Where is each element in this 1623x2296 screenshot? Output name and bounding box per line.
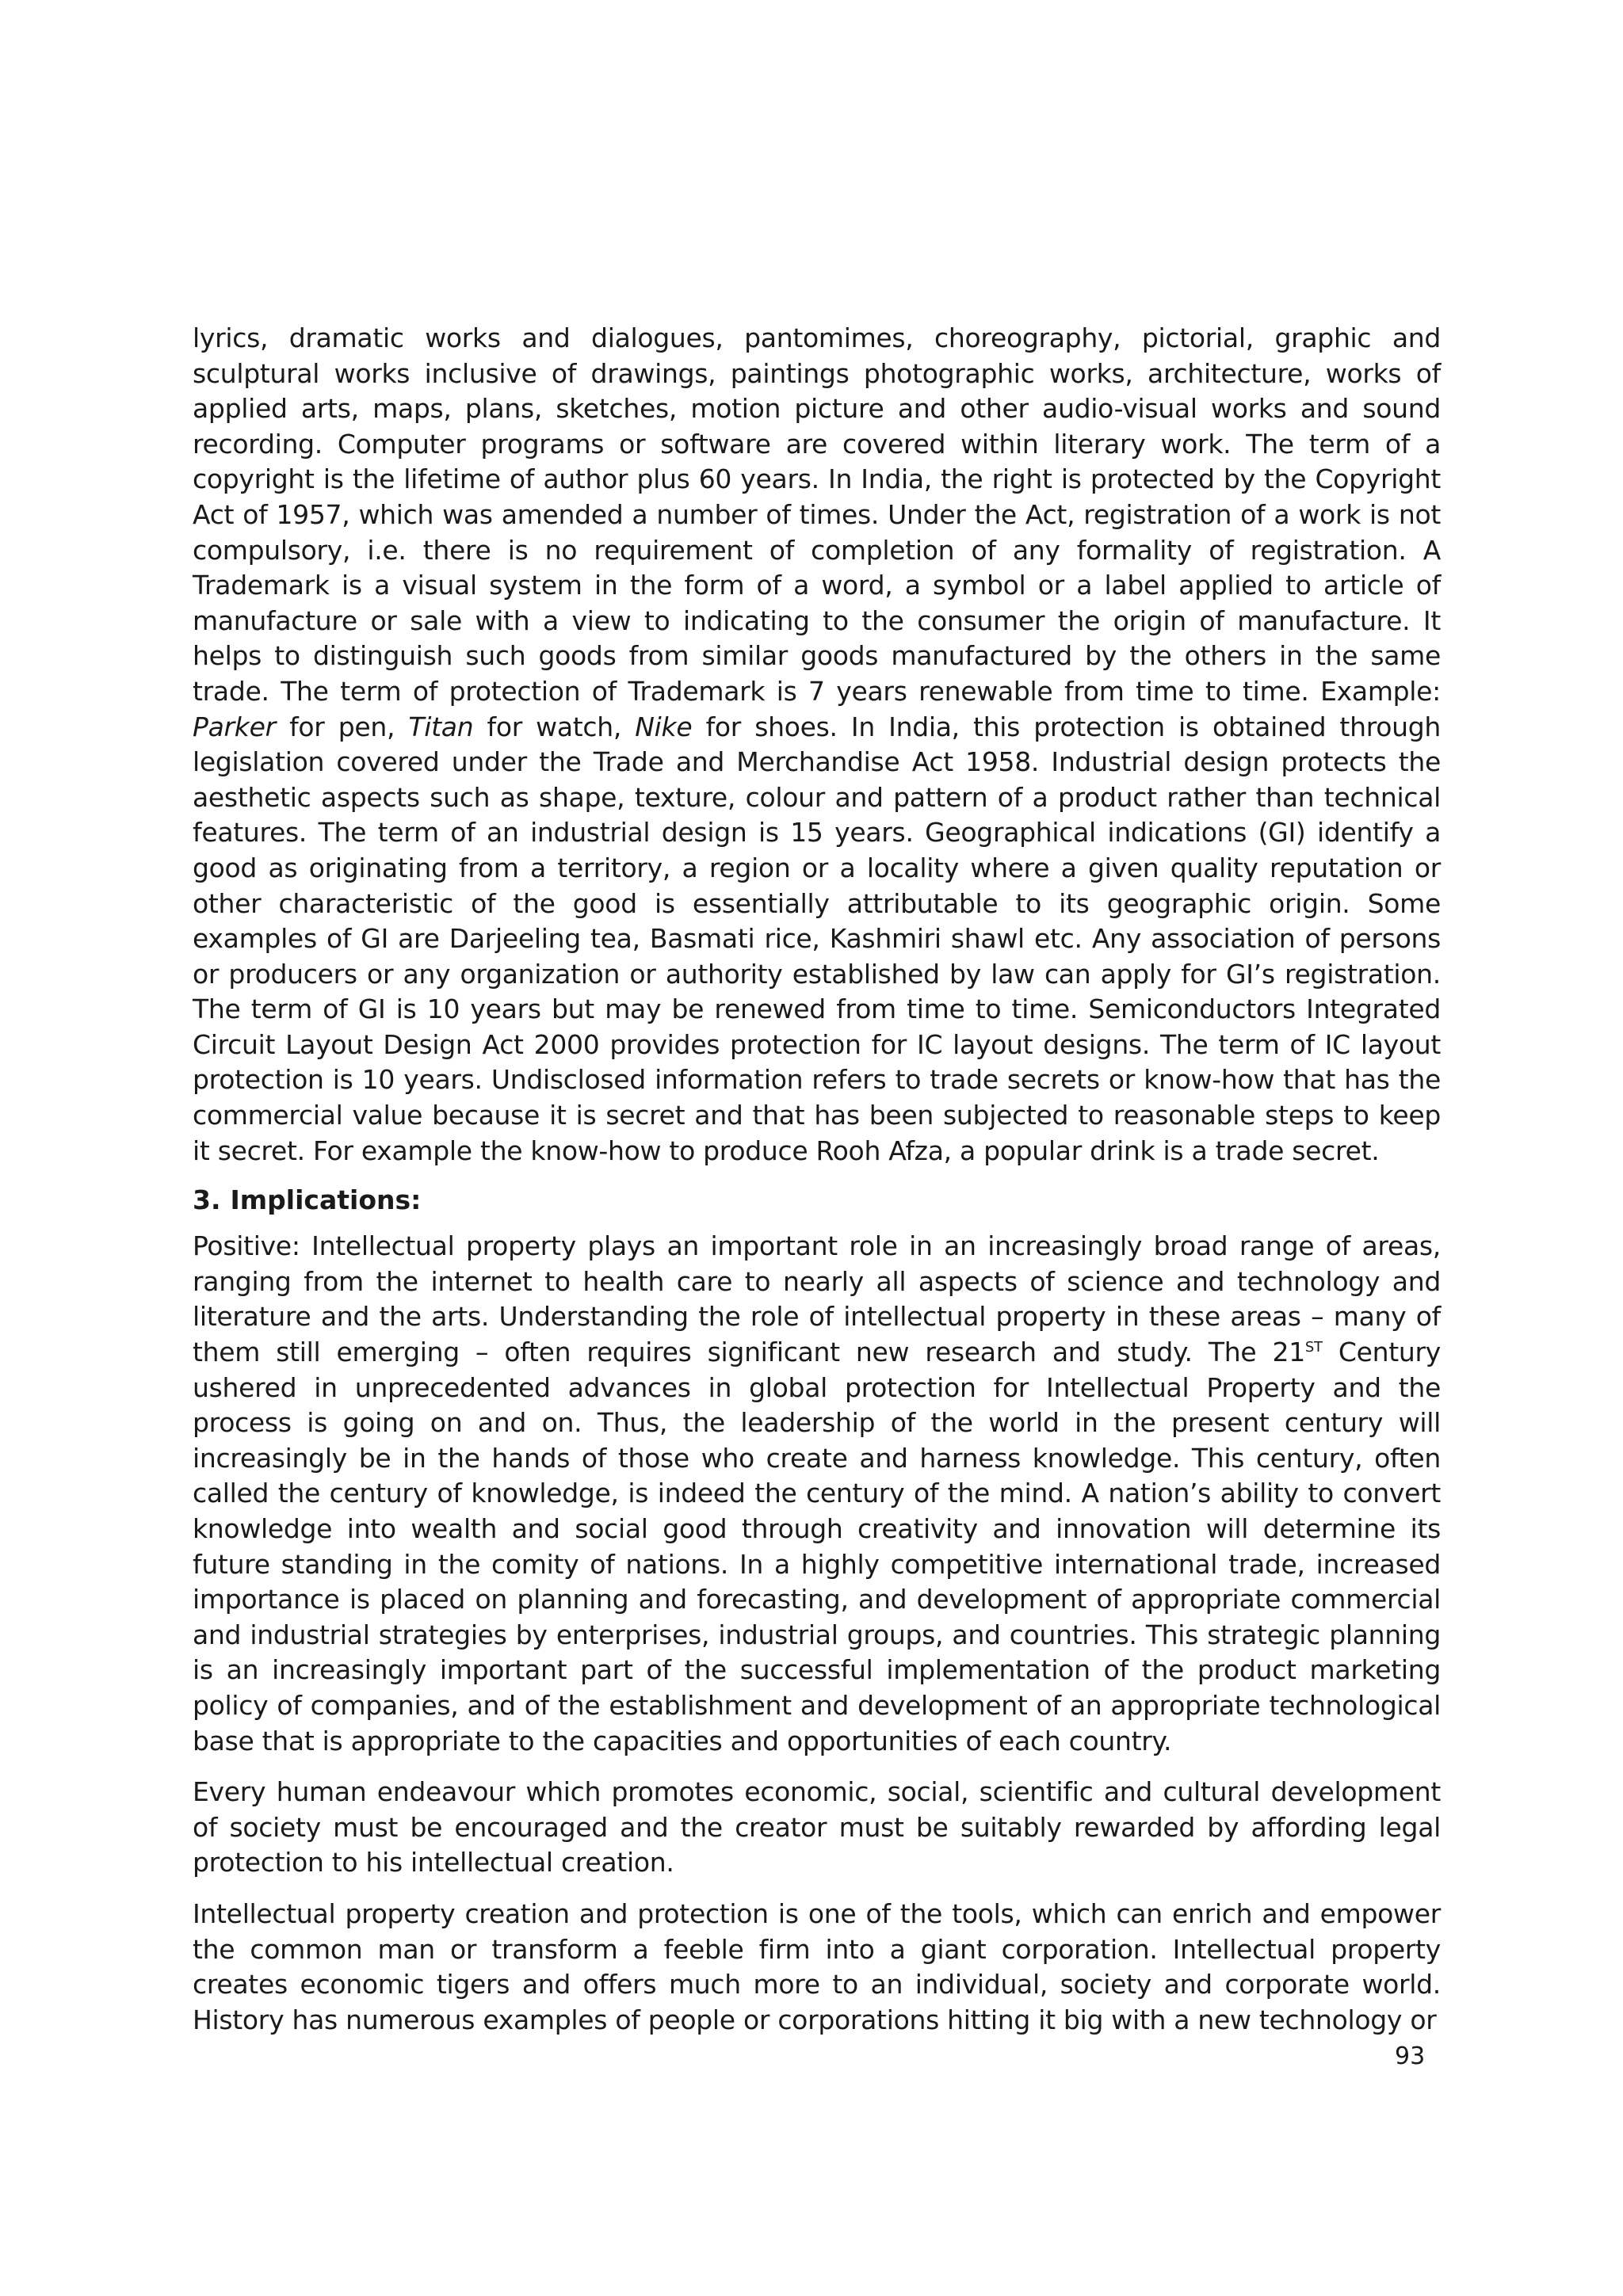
section-title: Implications:: [230, 1184, 422, 1216]
section-number: 3.: [193, 1184, 221, 1216]
page-body: [193, 321, 1441, 2038]
paragraph-ip-types-text-1: lyrics, dramatic works and dialogues, pantomimes, choreography, pictorial, graphic and sculptural works inclusive of drawings, paintings photographic works, architecture, works of applied arts, maps, plans, sketches, motion picture and other audio-visual works and sound recording. Computer programs or software are covered within literary work. The term of a copyright is the lifetime of author plus 60 years. In India, the right is protected by the Copyright Act of 1957, which was amended a number of times. Under the Act, registration of a work is not compulsory, i.e. there is no requirement of completion of any formality of registration. A Trademark is a visual system in the form of a word, a symbol or a label applied to article of manufacture or sale with a view to indicating to the consumer the origin of manufacture. It helps to distinguish such goods from similar goods manufactured by the others in the same trade. The term of protection of Trademark is 7 years renewable from time to time. Example:: [193, 322, 1441, 707]
brand-titan: Titan: [408, 711, 474, 742]
paragraph-human-endeavour: Every human endeavour which promotes economic, social, scientific and cultural development of society must be encouraged and the creator must be suitably rewarded by affording legal protection to his intellectual creation.: [193, 1776, 1441, 1878]
page-number: 93: [1395, 2042, 1426, 2070]
paragraph-ip-types-text-4: for shoes. In India, this protection is obtained through legislation covered under the Trade and Merchandise Act 1958. Industrial design protects the aesthetic aspects such as shape, texture, colour and pattern of a product rather than technical features. The term of an industrial design is 15 years. Geographical indications (GI) identify a good as originating from a territory, a region or a locality where a given quality reputation or other characteristic of the good is essentially attributable to its geographic origin. Some examples of GI are Darjeeling tea, Basmati rice, Kashmiri shawl etc. Any association of persons or producers or any organization or authority established by law can apply for GI’s registration. The term of GI is 10 years but may be renewed from time to time. Semiconductors Integrated Circuit Layout Design Act 2000 provides protection for IC layout designs. The term of IC layout protection is 10 years. Undisclosed information refers to trade secrets or know-how that has the commercial value because it is secret and that has been subjected to reasonable steps to keep it secret. For example the know-how to produce Rooh Afza, a popular drink is a trade secret.: [193, 711, 1441, 1166]
brand-nike: Nike: [635, 711, 693, 742]
paragraph-ip-types-text-2: for pen,: [275, 711, 409, 742]
superscript-st: ST: [1304, 1339, 1323, 1356]
paragraph-positive-text-2: Century ushered in unprecedented advances in global protection for Intellectual Property and the process is going on and on. Thus, the leadership of the world in the present century will increasingly be in the hands of those who create and harness knowledge. This century, often called the century of knowledge, is indeed the century of the mind. A nation’s ability to convert knowledge into wealth and social good through creativity and innovation will determine its future standing in the comity of nations. In a highly competitive international trade, increased importance is placed on planning and forecasting, and development of appropriate commercial and industrial strategies by enterprises, industrial groups, and countries. This strategic planning is an increasingly important part of the successful implementation of the product marketing policy of companies, and of the establishment and development of an appropriate technological base that is appropriate to the capacities and opportunities of each country.: [193, 1337, 1441, 1756]
paragraph-ip-types: [193, 321, 1441, 1169]
paragraph-positive: [193, 1229, 1441, 1759]
paragraph-positive-text-1: Positive: Intellectual property plays an important role in an increasingly broad range of areas, ranging from the internet to health care to nearly all aspects of science and technology and literature and the arts. Understanding the role of intellectual property in these areas – many of them still emerging – often requires significant new research and study. The 21: [193, 1230, 1441, 1368]
paragraph-ip-types-text-3: for watch,: [473, 711, 636, 742]
section-heading-implications: [193, 1183, 1441, 1218]
brand-parker: Parker: [193, 711, 276, 742]
paragraph-ip-creation: Intellectual property creation and protection is one of the tools, which can enrich and empower the common man or transform a feeble firm into a giant corporation. Intellectual property creates economic tigers and offers much more to an individual, society and corporate world. History has numerous examples of people or corporations hitting it big with a new technology or: [193, 1897, 1441, 2035]
